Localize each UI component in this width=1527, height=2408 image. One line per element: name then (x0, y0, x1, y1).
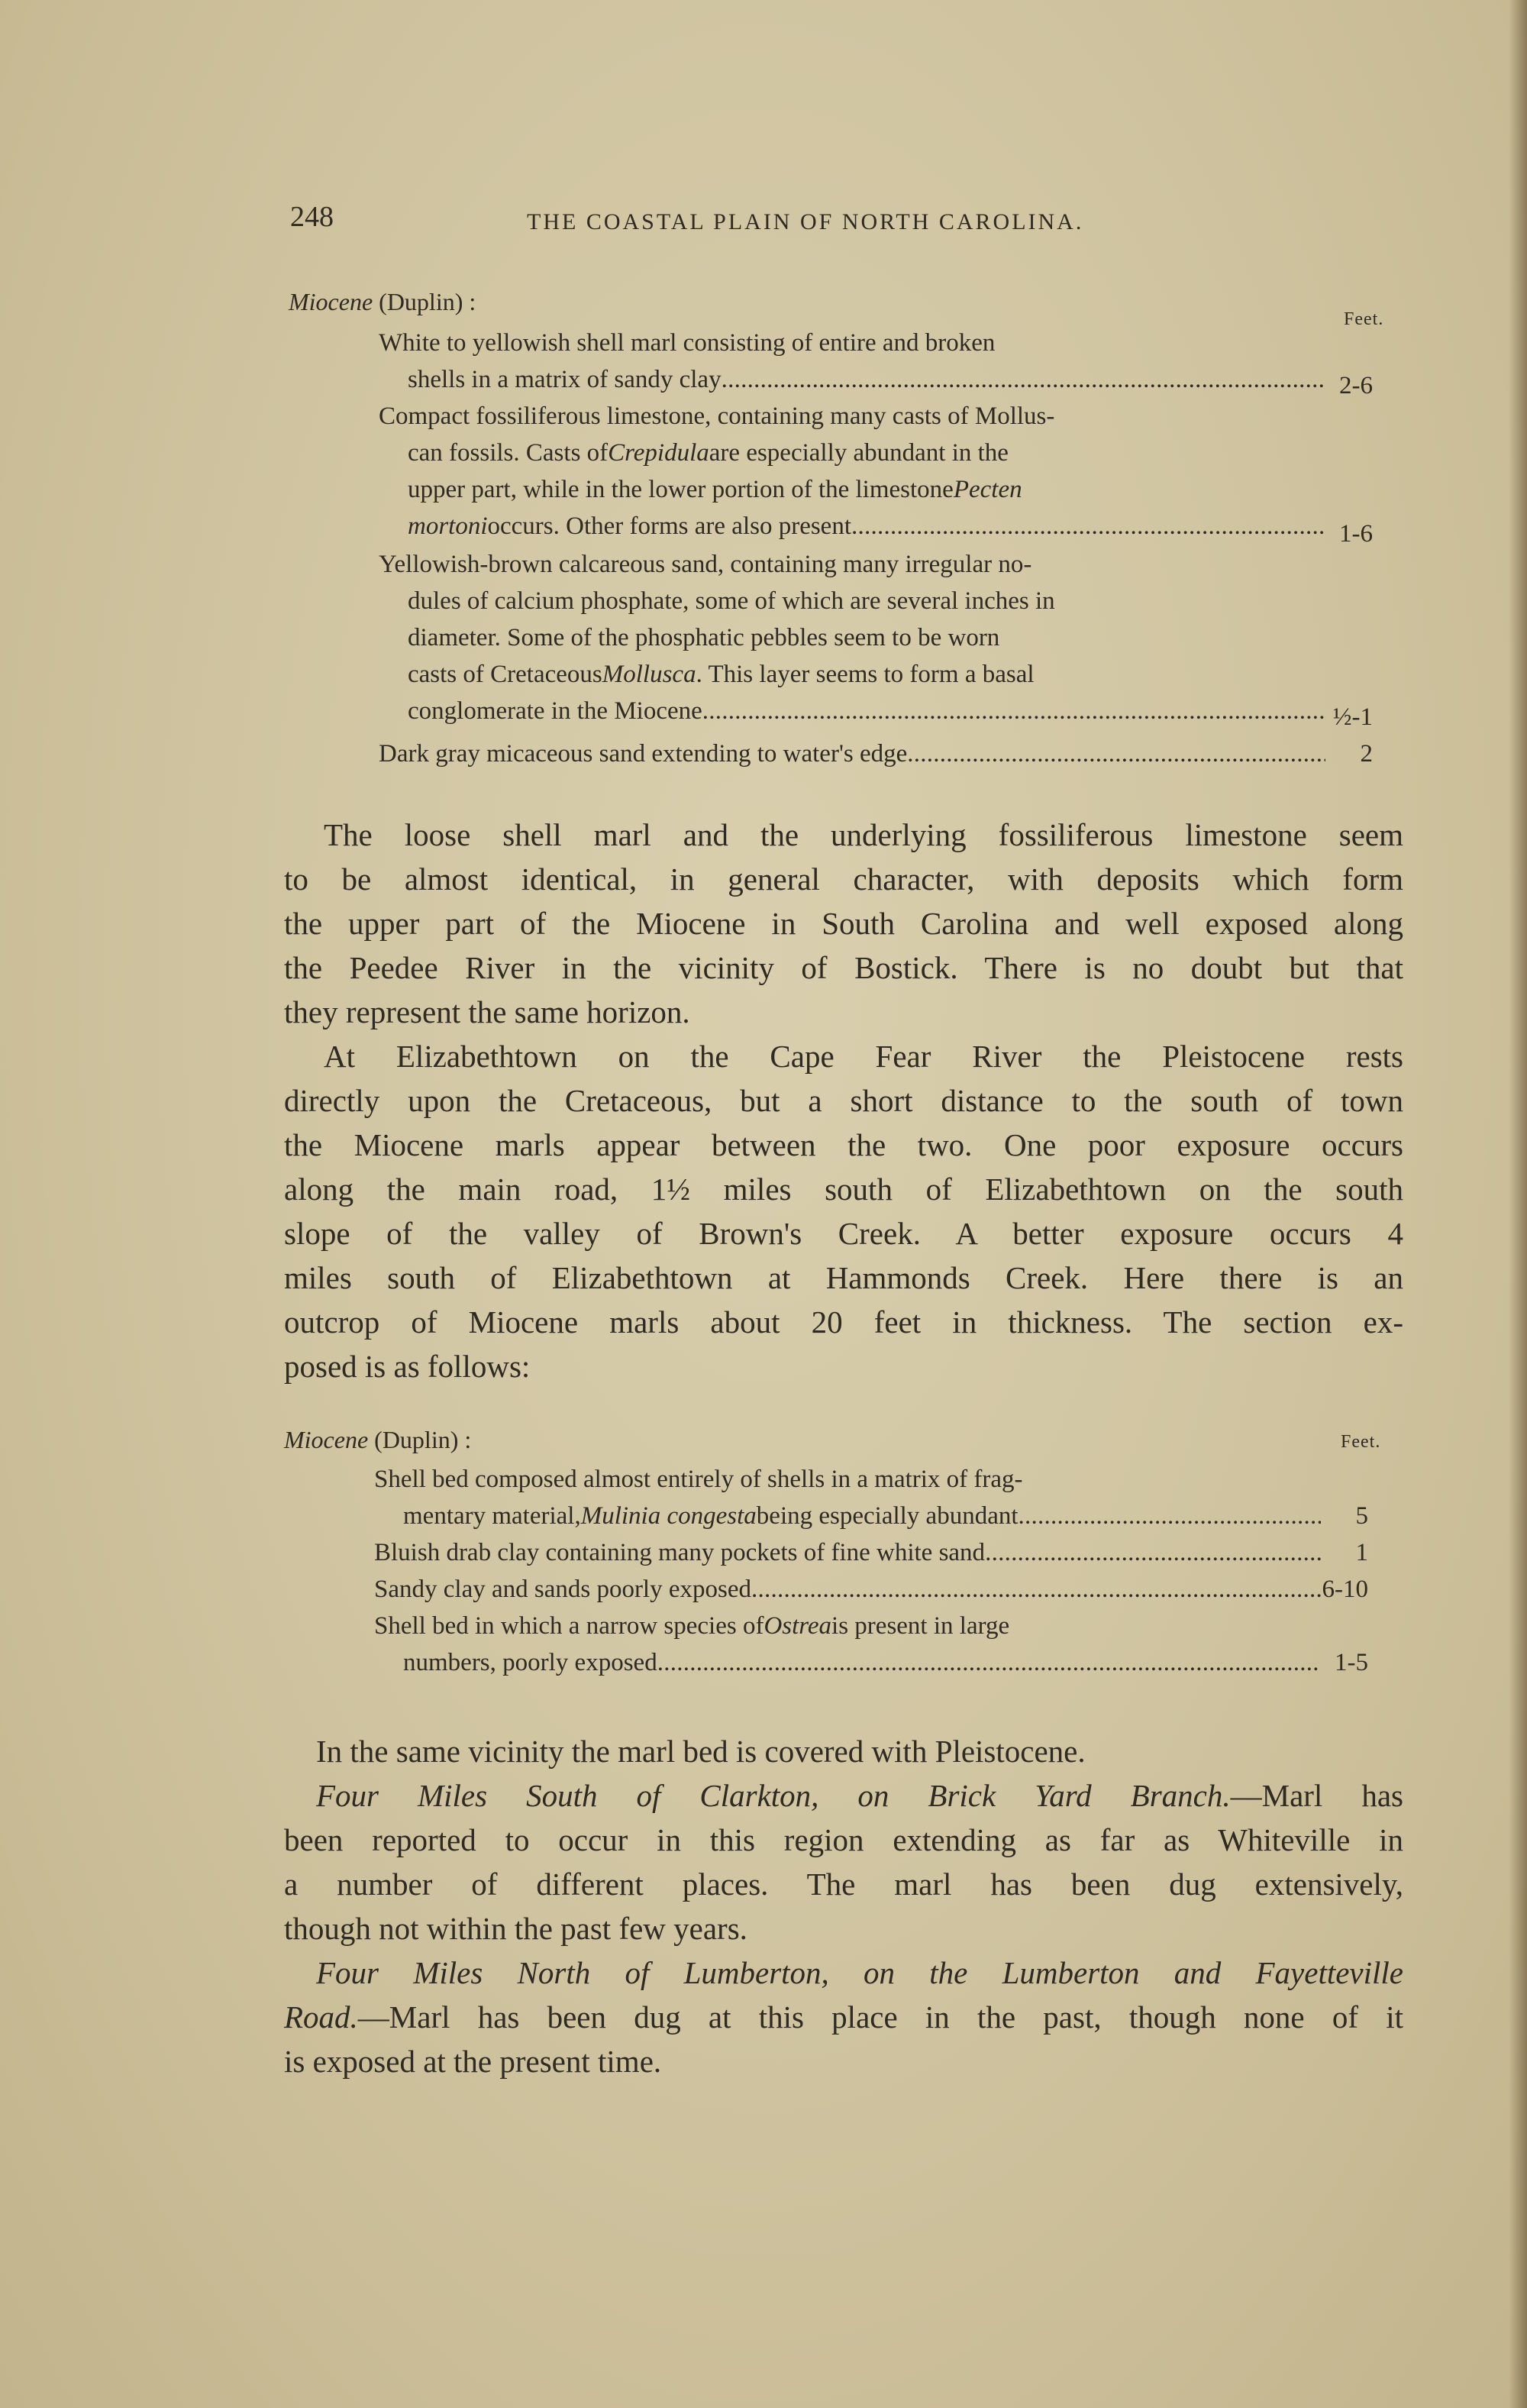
section1-entry-1 (379, 325, 1373, 399)
section2-entry-3 (374, 1571, 1368, 1608)
section2-label (284, 1426, 471, 1454)
paragraph-3 (284, 1729, 1403, 1773)
entry-value: 1-6 (1339, 520, 1373, 548)
text-line: to be almost identical, in general character, with deposits which form (284, 861, 1403, 897)
entry-line: Sandy clay and sands poorly exposed . . . (374, 1571, 1321, 1608)
paragraph-4-heading: Four Miles South of Clarkton, on Brick Yard Branch. (316, 1778, 1231, 1813)
entry-value: 1 (1355, 1539, 1368, 1566)
text-line: the upper part of the Miocene in South Carolina and well exposed along (284, 906, 1403, 941)
text-line: Four Miles South of Clarkton, on Brick Yard Branch.—Marl has (316, 1778, 1403, 1813)
section2-label-rest: (Duplin) : (368, 1426, 472, 1453)
entry-line: Dark gray micaceous sand extending to water's edge . . . (379, 735, 1325, 772)
entry-line: mortoni occurs. Other forms are also present . . . (379, 508, 1325, 545)
text-line: outcrop of Miocene marls about 20 feet in thickness. The section ex- (284, 1304, 1403, 1340)
entry-line: shells in a matrix of sandy clay . . . (379, 361, 1325, 398)
paragraph-2 (284, 1034, 1403, 1388)
text-line: been reported to occur in this region extending as far as Whiteville in (284, 1822, 1403, 1857)
page-edge-shadow (1509, 0, 1527, 2408)
entry-value: ½-1 (1332, 703, 1373, 731)
section1-label-rest: (Duplin) : (373, 288, 476, 315)
section1-label-italic: Miocene (289, 288, 373, 315)
entry-value: 2 (1360, 740, 1373, 768)
section2-entry-2 (374, 1534, 1368, 1571)
section1-unit: Feet. (1344, 309, 1384, 329)
text-line: The loose shell marl and the underlying fossiliferous limestone seem (324, 817, 1403, 852)
text-line: is exposed at the present time. (284, 2044, 662, 2079)
entry-line: Shell bed in which a narrow species of Ostrea is present in large (374, 1612, 1010, 1640)
text-line: the Miocene marls appear between the two. One poor exposure occurs (284, 1127, 1403, 1162)
entry-line: White to yellowish shell marl consisting of entire and broken (379, 329, 996, 357)
text-line: In the same vicinity the marl bed is covered with Pleistocene. (316, 1734, 1086, 1769)
text-line: a number of different places. The marl has been dug extensively, (284, 1867, 1403, 1902)
section2-label-italic: Miocene (284, 1426, 369, 1453)
paragraph-5-heading: Four Miles North of Lumberton, on the Lumberton and Fayetteville (316, 1955, 1403, 1990)
paragraph-5-heading-end: Road. (284, 1999, 358, 2035)
section1-entry-3 (379, 546, 1373, 731)
text-line: the Peedee River in the vicinity of Bostick. There is no doubt but that (284, 950, 1403, 985)
entry-value: 6-10 (1322, 1576, 1368, 1603)
text-line: posed is as follows: (284, 1349, 531, 1384)
text-line: directly upon the Cretaceous, but a short distance to the south of town (284, 1083, 1403, 1118)
text-line: miles south of Elizabethtown at Hammonds Creek. Here there is an (284, 1260, 1403, 1295)
text-line: slope of the valley of Brown's Creek. A better exposure occurs 4 (284, 1216, 1403, 1251)
paragraph-4 (284, 1773, 1403, 1951)
section1-entry-4 (379, 735, 1373, 772)
entry-value: 1-5 (1335, 1649, 1368, 1676)
paragraph-5 (284, 1951, 1403, 2083)
entry-line: mentary material, Mulinia congesta being especially abundant . . . (374, 1498, 1321, 1534)
entry-line: upper part, while in the lower portion of the limestone Pecten (408, 476, 1022, 503)
entry-line: Yellowish-brown calcareous sand, containing many irregular no- (379, 551, 1032, 578)
entry-line: dules of calcium phosphate, some of which are several inches in (408, 587, 1055, 615)
entry-value: 5 (1355, 1502, 1368, 1530)
page-number: 248 (290, 201, 334, 233)
text-line: though not within the past few years. (284, 1911, 747, 1946)
section2-entry-1 (374, 1461, 1368, 1534)
text-line: At Elizabethtown on the Cape Fear River the Pleistocene rests (324, 1039, 1403, 1074)
entry-line: casts of Cretaceous Mollusca . This layer seems to form a basal (408, 661, 1035, 688)
section1-entry-2 (379, 398, 1373, 548)
entry-line: conglomerate in the Miocene . . . (379, 693, 1325, 729)
text-line: along the main road, 1½ miles south of Elizabethtown on the south (284, 1172, 1403, 1207)
entry-value: 2-6 (1339, 372, 1373, 399)
section2-entry-4 (374, 1608, 1368, 1681)
text-line: they represent the same horizon. (284, 994, 690, 1029)
entry-line: Bluish drab clay containing many pockets of fine white sand . . . (374, 1534, 1321, 1571)
entry-line: diameter. Some of the phosphatic pebbles seem to be worn (408, 624, 1000, 651)
paragraph-1 (284, 813, 1403, 1034)
text-line: Road.—Marl has been dug at this place in the past, though none of it (284, 1999, 1403, 2035)
entry-line: numbers, poorly exposed . . . (374, 1644, 1321, 1681)
entry-line: Compact fossiliferous limestone, containing many casts of Mollus- (379, 402, 1055, 430)
running-title: THE COASTAL PLAIN OF NORTH CAROLINA. (527, 209, 1084, 234)
entry-line: Shell bed composed almost entirely of shells in a matrix of frag- (374, 1466, 1023, 1493)
text-line (284, 1951, 1403, 1995)
section2-unit: Feet. (1341, 1432, 1381, 1452)
section1-label (289, 288, 476, 316)
entry-line: can fossils. Casts of Crepidula are especially abundant in the (408, 439, 1009, 467)
